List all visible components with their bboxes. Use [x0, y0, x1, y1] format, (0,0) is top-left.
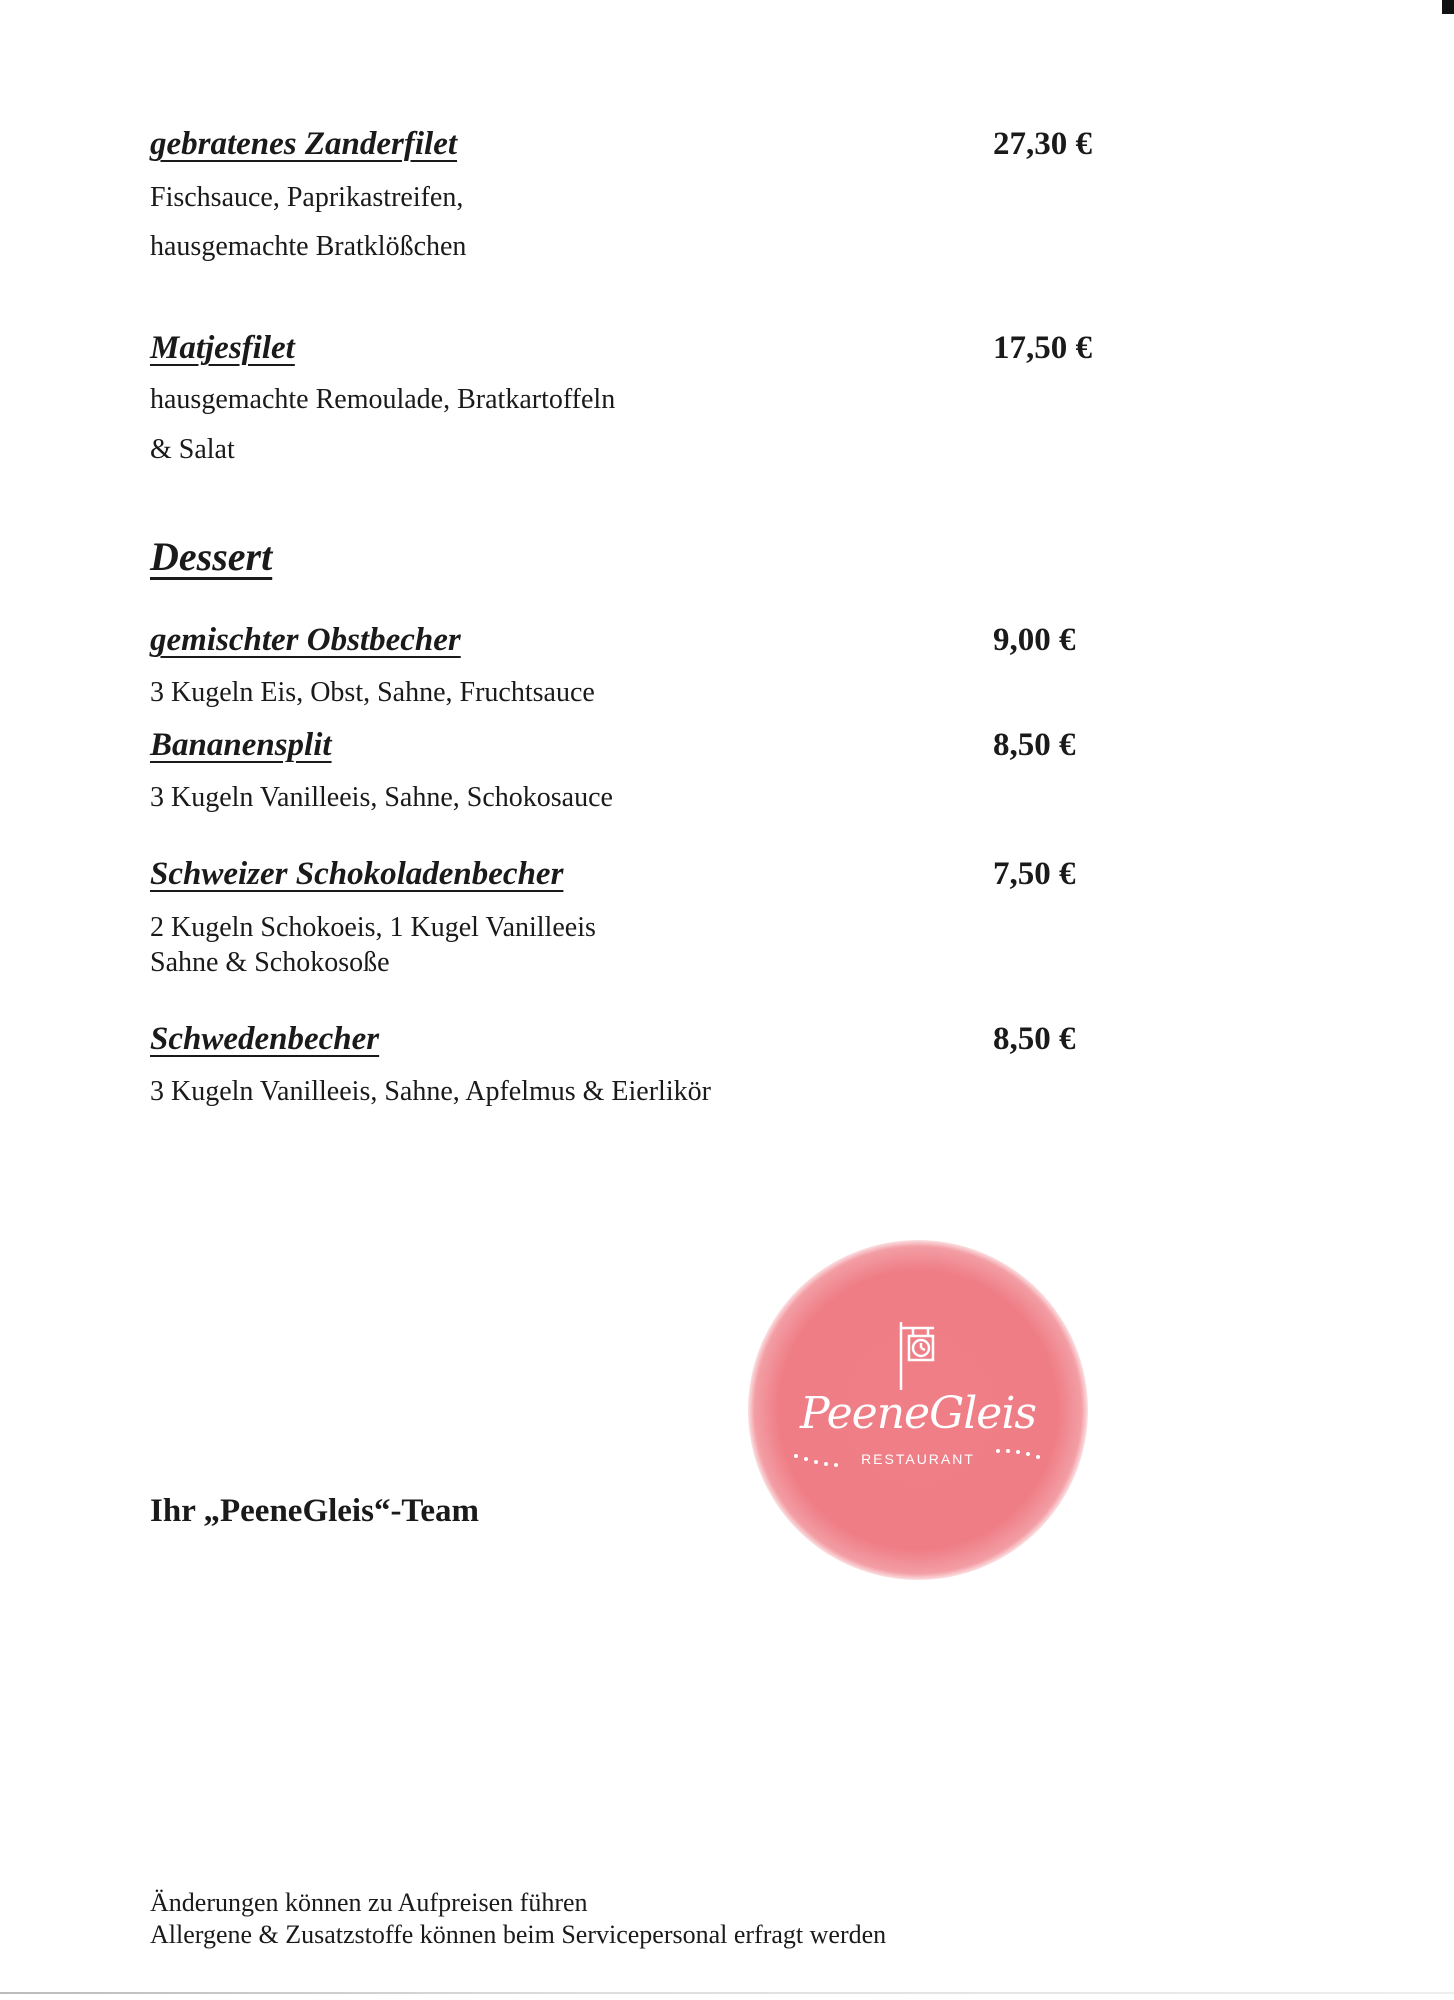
- item-desc-line: & Salat: [150, 434, 235, 465]
- item-desc-line: 2 Kugeln Schokoeis, 1 Kugel Vanilleeis: [150, 912, 596, 943]
- item-desc-line: 3 Kugeln Vanilleeis, Sahne, Schokosauce: [150, 782, 613, 813]
- item-name-schokoladenbecher: Schweizer Schokoladenbecher: [150, 856, 564, 892]
- item-desc-line: 3 Kugeln Eis, Obst, Sahne, Fruchtsauce: [150, 677, 595, 708]
- item-price-zanderfilet: 27,30 €: [993, 126, 1092, 162]
- item-name-schwedenbecher: Schwedenbecher: [150, 1021, 380, 1057]
- logo-subtitle: RESTAURANT: [861, 1451, 975, 1467]
- item-price-bananensplit: 8,50 €: [993, 727, 1076, 763]
- item-price-schwedenbecher: 8,50 €: [993, 1021, 1076, 1057]
- peenegleis-logo: [748, 1240, 1088, 1580]
- item-desc-line: Sahne & Schokosoße: [150, 947, 390, 978]
- item-name-bananensplit: Bananensplit: [150, 727, 332, 763]
- scan-edge: [1442, 0, 1454, 14]
- item-desc-line: 3 Kugeln Vanilleeis, Sahne, Apfelmus & Eierlikör: [150, 1076, 711, 1107]
- item-price-obstbecher: 9,00 €: [993, 622, 1076, 658]
- footer-note-price-changes: Änderungen können zu Aufpreisen führen: [150, 1888, 588, 1917]
- item-desc-line: Fischsauce, Paprikastreifen,: [150, 182, 464, 213]
- item-desc-line: hausgemachte Bratklößchen: [150, 231, 467, 262]
- item-name-matjesfilet: Matjesfilet: [150, 330, 295, 366]
- item-price-schokoladenbecher: 7,50 €: [993, 856, 1076, 892]
- item-price-matjesfilet: 17,50 €: [993, 330, 1092, 366]
- section-title-dessert: Dessert: [150, 534, 273, 579]
- scan-edge: [0, 1992, 1454, 1994]
- footer-note-allergens: Allergene & Zusatzstoffe können beim Servicepersonal erfragt werden: [150, 1920, 887, 1949]
- team-signoff: Ihr „PeeneGleis“-Team: [150, 1493, 480, 1529]
- item-name-obstbecher: gemischter Obstbecher: [150, 622, 461, 658]
- item-desc-line: hausgemachte Remoulade, Bratkartoffeln: [150, 384, 616, 415]
- item-name-zanderfilet: gebratenes Zanderfilet: [150, 126, 458, 162]
- logo-name: PeeneGleis: [800, 1388, 1036, 1439]
